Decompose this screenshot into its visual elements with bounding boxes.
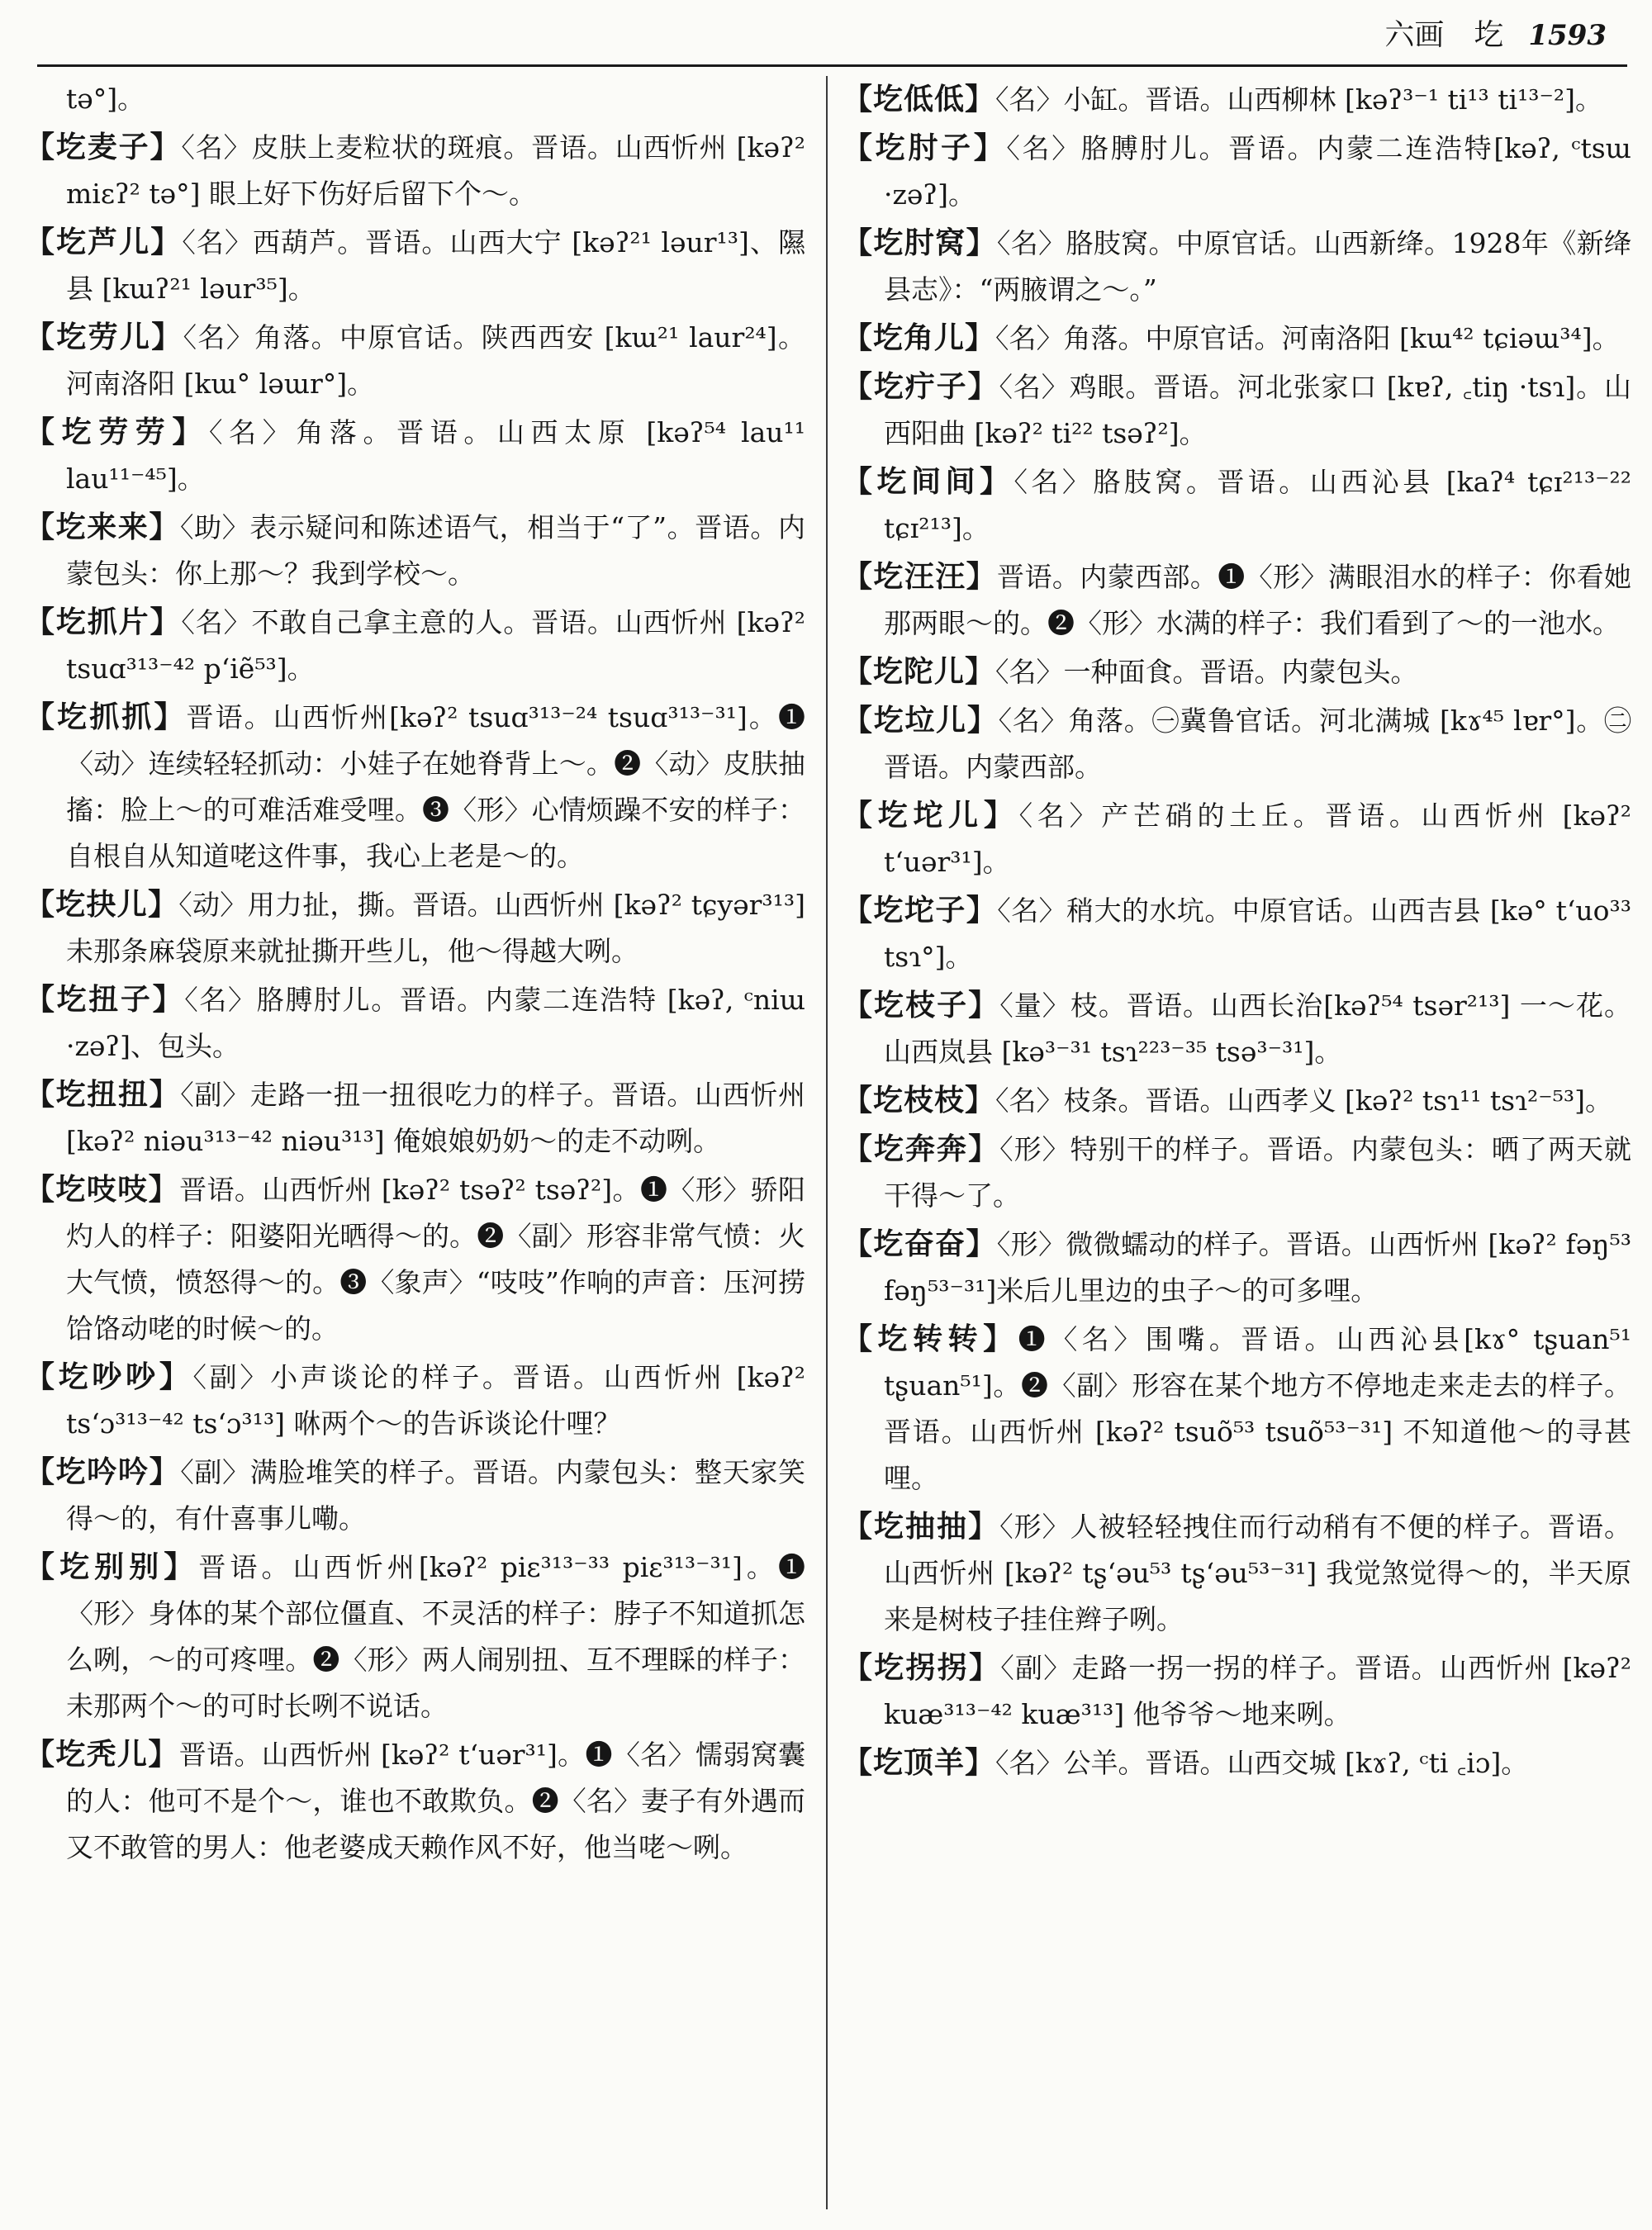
entry-headword: 【圪陀儿】 — [843, 654, 996, 689]
dictionary-entry — [25, 219, 805, 312]
entry-definition: 〈名〉角落。中原官话。河南洛阳 [kɯ⁴² tɕiəɯ³⁴]。 — [995, 322, 1620, 354]
entry-definition: 〈形〉特别干的样子。晋语。内蒙包头：晒了两天就干得～了。 — [884, 1133, 1631, 1212]
entry-headword: 【圪扭子】 — [25, 982, 185, 1017]
entry-headword: 【圪来来】 — [25, 510, 180, 544]
column-divider — [826, 76, 828, 2209]
entry-definition: 〈动〉用力扯，撕。晋语。山西忻州 [kəʔ² tɕyər³¹³] 未那条麻袋原来就扯撕开些儿，他～得越大咧。 — [66, 889, 805, 967]
dictionary-entry — [25, 1071, 805, 1165]
entry-headword: 【圪芦儿】 — [25, 225, 183, 259]
dictionary-entry — [843, 697, 1631, 790]
dictionary-entry — [25, 1166, 805, 1352]
entry-headword: 【圪抓抓】 — [25, 700, 187, 734]
entry-definition: 〈名〉一种面食。晋语。内蒙包头。 — [995, 656, 1418, 688]
entry-headword: 【圪疔子】 — [843, 369, 999, 404]
dictionary-entry — [25, 1544, 805, 1729]
dictionary-entry — [843, 553, 1631, 647]
entry-definition: 〈名〉角落。中原官话。陕西西安 [kɯ²¹ laur²⁴]。河南洛阳 [kɯ° ləɯr°]。 — [66, 321, 805, 400]
entry-definition: 晋语。山西忻州 [kəʔ² t‘uər³¹]。❶〈名〉懦弱窝囊的人：他可不是个～，谁也不敢欺负。❷〈名〉妻子有外遇而又不敢管的男人：他老婆成天赖作风不好，他当咾～咧。 — [66, 1739, 805, 1863]
entry-headword: 【圪角儿】 — [843, 320, 996, 355]
dictionary-entry — [843, 76, 1631, 123]
entry-definition: 〈副〉走路一扭一扭很吃力的样子。晋语。山西忻州 [kəʔ² niəu³¹³⁻⁴² niəu³¹³] 俺娘娘奶奶～的走不动咧。 — [66, 1079, 805, 1157]
entry-headword: 【圪奔奔】 — [843, 1132, 1000, 1166]
dictionary-entry — [843, 125, 1631, 218]
entry-headword: 【圪汪汪】 — [843, 559, 998, 594]
dictionary-entry — [843, 1316, 1631, 1502]
dictionary-entry — [843, 1644, 1631, 1738]
entry-headword: 【圪低低】 — [843, 82, 996, 116]
entry-headword: 【圪扭扭】 — [25, 1077, 181, 1112]
dictionary-entry — [25, 599, 805, 692]
entry-definition: 〈名〉鸡眼。晋语。河北张家口 [kɐʔ, ꜀tiŋ ·tsɿ]。山西阳曲 [kəʔ² ti²² tsəʔ²]。 — [884, 371, 1631, 449]
entry-definition: 〈形〉人被轻轻拽住而行动稍有不便的样子。晋语。山西忻州 [kəʔ² tʂ‘əu⁵³ tʂ‘əu⁵³⁻³¹] 我觉煞觉得～的，半天原来是树枝子挂住辫子咧。 — [884, 1511, 1631, 1635]
entry-definition: 〈名〉胳肢窝。中原官话。山西新绛。1928年《新绛县志》：“两腋谓之～。” — [884, 227, 1631, 306]
entry-definition: 〈副〉满脸堆笑的样子。晋语。内蒙包头：整天家笑得～的，有什喜事儿嘞。 — [66, 1456, 805, 1535]
dictionary-entry — [843, 1739, 1631, 1786]
dictionary-entry — [843, 792, 1631, 885]
entry-headword: 【圪秃儿】 — [25, 1737, 179, 1772]
entry-headword: 【圪肘子】 — [843, 130, 1007, 165]
entry-definition: 〈名〉公羊。晋语。山西交城 [kɤʔ, ᶜti ꜀iɔ]。 — [995, 1747, 1529, 1779]
dictionary-entry — [25, 881, 805, 975]
dictionary-entry — [25, 976, 805, 1070]
dictionary-entry — [843, 458, 1631, 552]
entry-definition: 晋语。山西忻州[kəʔ² tsuɑ³¹³⁻²⁴ tsuɑ³¹³⁻³¹]。❶〈动〉连续轻轻抓动：小娃子在她脊背上～。❷〈动〉皮肤抽搐：脸上～的可难活难受哩。❸〈形〉心情烦躁不安的样子：自根自从知道咾这件事，我心上老是～的。 — [66, 701, 805, 872]
entry-definition: tə°]。 — [66, 83, 145, 115]
entry-headword: 【圪吟吟】 — [25, 1454, 181, 1489]
dictionary-entry — [25, 1449, 805, 1542]
dictionary-entry — [25, 409, 805, 502]
dictionary-entry — [843, 887, 1631, 980]
entry-headword: 【圪间间】 — [843, 464, 1014, 499]
dictionary-entry — [25, 504, 805, 597]
dictionary-entry — [25, 76, 805, 122]
entry-headword: 【圪吱吱】 — [25, 1172, 180, 1207]
entry-definition: 晋语。山西忻州 [kəʔ² tsəʔ² tsəʔ²]。❶〈形〉骄阳灼人的样子：阳婆阳光晒得～的。❷〈副〉形容非常气愤：火大气愤，愤怒得～的。❸〈象声〉“吱吱”作响的声音：压河捞饸饹动咾的时候～的。 — [66, 1174, 805, 1345]
entry-headword: 【圪垃儿】 — [843, 703, 999, 738]
dictionary-entry — [843, 648, 1631, 695]
entry-headword: 【圪劳儿】 — [25, 320, 183, 354]
entry-definition: 〈名〉产芒硝的土丘。晋语。山西忻州 [kəʔ² t‘uər³¹]。 — [884, 799, 1631, 878]
entry-headword: 【圪转转】 — [843, 1321, 1018, 1356]
entry-definition: 晋语。山西忻州[kəʔ² piɛ³¹³⁻³³ piɛ³¹³⁻³¹]。❶〈形〉身体的某个部位僵直、不灵活的样子：脖子不知道抓怎么咧，～的可疼哩。❷〈形〉两人闹别扭、互不理睬的样子：未那两个～的可时长咧不说话。 — [66, 1551, 805, 1722]
dictionary-entry — [843, 1126, 1631, 1219]
entry-definition: 〈名〉胳肢窝。晋语。山西沁县 [kaʔ⁴ tɕɪ²¹³⁻²² tɕɪ²¹³]。 — [884, 466, 1631, 544]
entry-definition: 〈名〉角落。晋语。山西太原 [kəʔ⁵⁴ lau¹¹ lau¹¹⁻⁴⁵]。 — [66, 416, 805, 495]
entry-definition: 〈助〉表示疑问和陈述语气，相当于“了”。晋语。内蒙包头：你上那～？我到学校～。 — [66, 511, 805, 590]
entry-headword: 【圪坨儿】 — [843, 798, 1019, 833]
entry-definition: 晋语。内蒙西部。❶〈形〉满眼泪水的样子：你看她那两眼～的。❷〈形〉水满的样子：我们看到了～的一池水。 — [884, 561, 1631, 639]
entry-definition: 〈名〉西葫芦。晋语。山西大宁 [kəʔ²¹ ləur¹³]、隰县 [kɯʔ²¹ ləur³⁵]。 — [66, 226, 805, 305]
dictionary-entry — [25, 314, 805, 407]
section-title: 六画 圪 — [1384, 18, 1504, 52]
left-column — [25, 76, 805, 2213]
dictionary-entry — [843, 982, 1631, 1075]
entry-headword: 【圪坨子】 — [843, 893, 998, 928]
entry-headword: 【圪吵吵】 — [25, 1359, 193, 1394]
dictionary-entry — [843, 1221, 1631, 1314]
dictionary-entry — [25, 1731, 805, 1871]
entry-headword: 【圪奋奋】 — [843, 1226, 997, 1261]
entry-definition: 〈名〉胳膊肘儿。晋语。内蒙二连浩特[kəʔ, ᶜtsɯ ·zəʔ]。 — [884, 132, 1631, 211]
dictionary-entry — [25, 1354, 805, 1447]
entry-headword: 【圪枝子】 — [843, 988, 1000, 1022]
dictionary-entry — [25, 124, 805, 217]
entry-definition: 〈副〉走路一拐一拐的样子。晋语。山西忻州 [kəʔ² kuæ³¹³⁻⁴² kuæ³¹³] 他爷爷～地来咧。 — [884, 1652, 1631, 1730]
entry-definition: 〈名〉不敢自己拿主意的人。晋语。山西忻州 [kəʔ² tsuɑ³¹³⁻⁴² p‘iẽ⁵³]。 — [66, 606, 805, 685]
entry-headword: 【圪顶羊】 — [843, 1745, 996, 1780]
entry-headword: 【圪别别】 — [25, 1549, 199, 1584]
entry-headword: 【圪抽抽】 — [843, 1509, 1000, 1544]
right-column — [843, 76, 1631, 2213]
entry-definition: 〈名〉角落。㊀冀鲁官话。河北满城 [kɤ⁴⁵ lɐr°]。㊁晋语。内蒙西部。 — [884, 705, 1631, 783]
entry-definition: 〈副〉小声谈论的样子。晋语。山西忻州 [kəʔ² ts‘ɔ³¹³⁻⁴² ts‘ɔ³¹³] 咻两个～的告诉谈论什哩？ — [66, 1361, 805, 1440]
dictionary-entry — [843, 220, 1631, 313]
dictionary-entry — [843, 1077, 1631, 1124]
header-rule — [37, 64, 1627, 67]
entry-definition: 〈名〉枝条。晋语。山西孝义 [kəʔ² tsɿ¹¹ tsɿ²⁻⁵³]。 — [995, 1084, 1613, 1117]
page-header — [1384, 12, 1607, 54]
dictionary-entry — [25, 694, 805, 880]
entry-definition: ❶〈名〉围嘴。晋语。山西沁县[kɤ° tʂuan⁵¹ tʂuan⁵¹]。❷〈副〉形容在某个地方不停地走来走去的样子。晋语。山西忻州 [kəʔ² tsuõ⁵³ tsuõ⁵³⁻³¹] 不知道他～的寻甚哩。 — [884, 1323, 1631, 1494]
entry-definition: 〈名〉胳膊肘儿。晋语。内蒙二连浩特 [kəʔ, ᶜniɯ ·zəʔ]、包头。 — [66, 984, 805, 1062]
entry-headword: 【圪肘窝】 — [843, 225, 997, 260]
entry-headword: 【圪抉儿】 — [25, 887, 179, 922]
entry-definition: 〈量〉枝。晋语。山西长治[kəʔ⁵⁴ tsər²¹³] 一～花。山西岚县 [kə³⁻³¹ tsɿ²²³⁻³⁵ tsə³⁻³¹]。 — [884, 989, 1631, 1068]
entry-definition: 〈名〉稍大的水坑。中原官话。山西吉县 [kə° t‘uo³³ tsɿ°]。 — [884, 894, 1631, 973]
entry-definition: 〈名〉小缸。晋语。山西柳林 [kəʔ³⁻¹ ti¹³ ti¹³⁻²]。 — [995, 83, 1603, 116]
entry-definition: 〈名〉皮肤上麦粒状的斑痕。晋语。山西忻州 [kəʔ² miɛʔ² tə°] 眼上好下伤好后留下个～。 — [66, 131, 805, 210]
entry-headword: 【圪劳劳】 — [25, 415, 210, 449]
dictionary-entry — [843, 1503, 1631, 1643]
entry-headword: 【圪拐拐】 — [843, 1650, 1001, 1685]
dictionary-entry — [843, 363, 1631, 457]
entry-headword: 【圪抓片】 — [25, 605, 182, 639]
entry-headword: 【圪麦子】 — [25, 130, 182, 164]
page-number: 1593 — [1528, 19, 1607, 52]
entry-headword: 【圪枝枝】 — [843, 1083, 996, 1117]
dictionary-entry — [843, 315, 1631, 362]
entry-definition: 〈形〉微微蠕动的样子。晋语。山西忻州 [kəʔ² fəŋ⁵³ fəŋ⁵³⁻³¹]米后儿里边的虫子～的可多哩。 — [884, 1228, 1631, 1307]
